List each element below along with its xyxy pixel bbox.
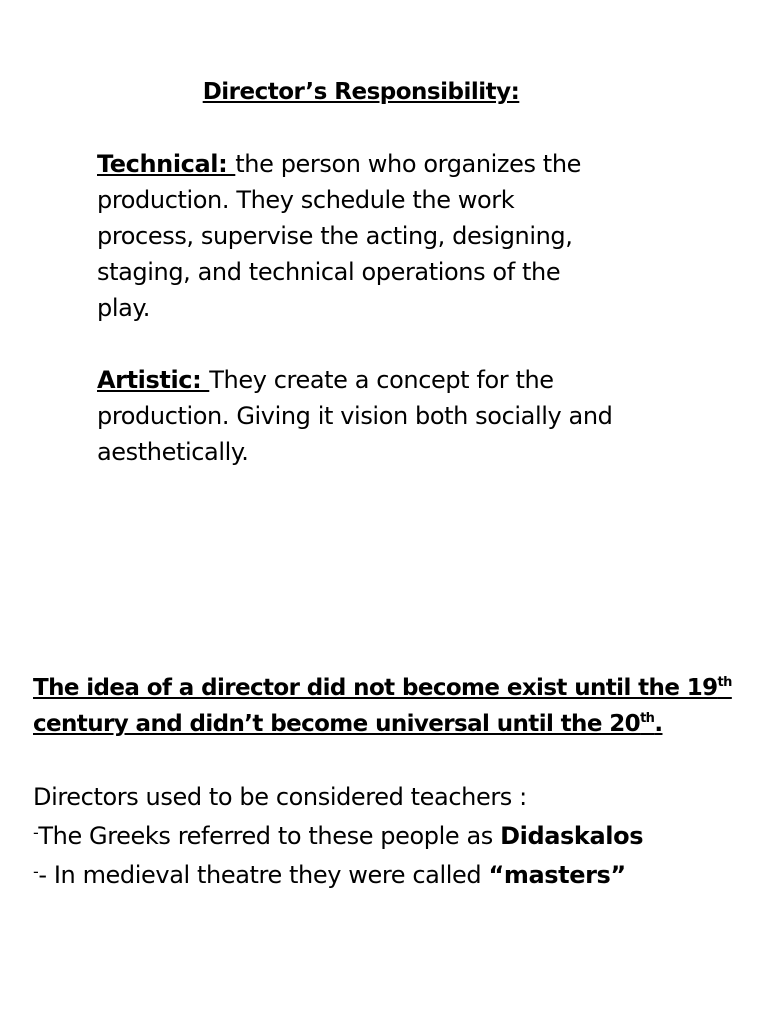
bullet-dash: - — [33, 823, 39, 842]
superscript-19th: th — [717, 675, 732, 690]
page-title: Director’s Responsibility: — [202, 79, 520, 105]
superscript-20th: th — [640, 711, 655, 726]
history-line1: The idea of a director did not become exist until the 19 — [33, 675, 718, 701]
teachers-section — [33, 779, 733, 893]
didaskalos-term: Didaskalos — [500, 822, 644, 850]
artistic-text: They create a concept for the production. Giving it vision both socially and aesthetically. — [97, 366, 613, 466]
medieval-text: - In medieval theatre they were called — [38, 861, 489, 889]
artistic-label: Artistic: — [97, 366, 210, 394]
technical-text: the person who organizes the production. They schedule the work process, supervise the acting, designing, staging, and technical operations of the play. — [97, 150, 581, 322]
technical-label: Technical: — [97, 150, 236, 178]
bullet-dash: - — [33, 862, 39, 881]
list-item — [33, 854, 733, 893]
list-item — [33, 815, 733, 854]
greeks-text: The Greeks referred to these people as — [38, 822, 501, 850]
history-line2: century and didn’t become universal until the 20 — [33, 711, 641, 737]
artistic-paragraph — [97, 362, 617, 470]
history-heading — [33, 670, 745, 742]
technical-paragraph — [97, 146, 617, 326]
history-line2-end: . — [654, 711, 663, 737]
masters-term: “masters” — [488, 861, 626, 889]
teachers-intro: Directors used to be considered teachers : — [33, 783, 527, 811]
